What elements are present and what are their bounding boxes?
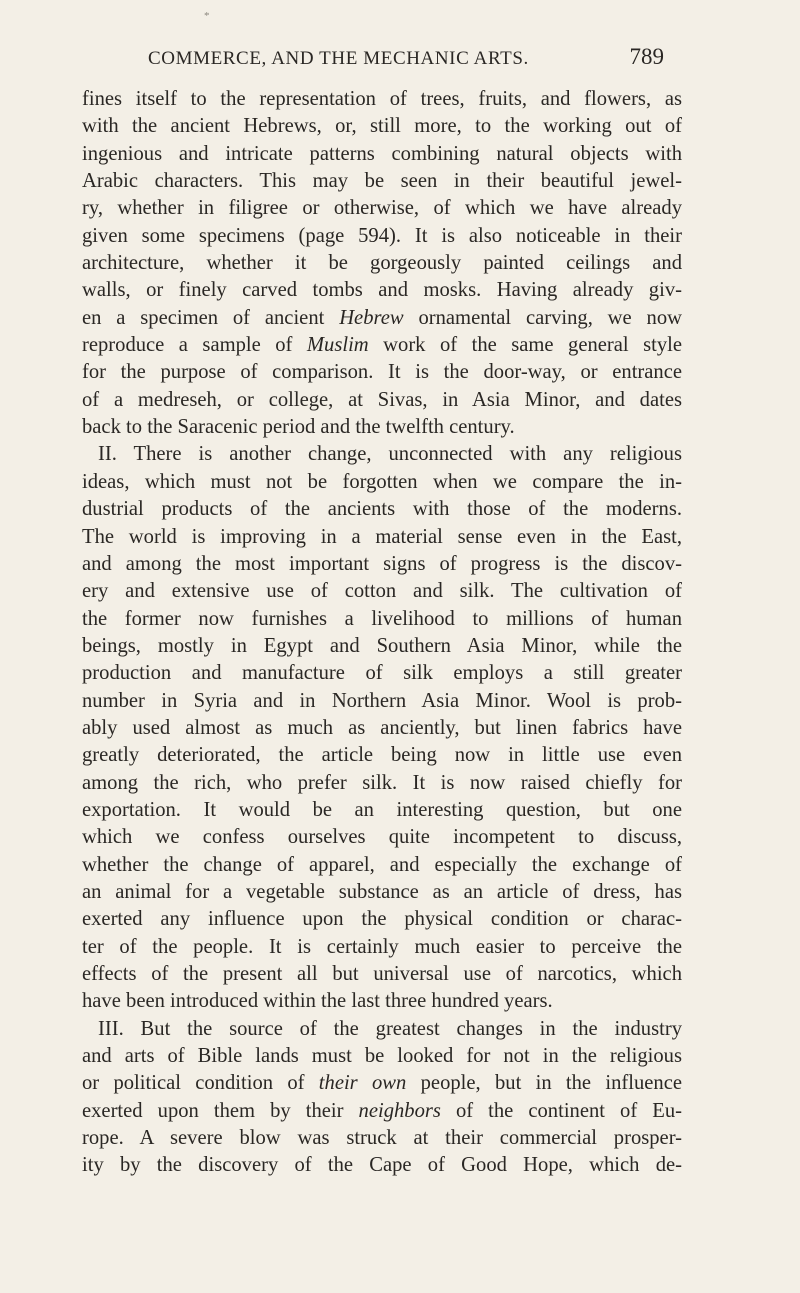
text-segment: production and manufacture of silk employs a still greater [82,662,682,685]
text-line [82,359,682,386]
text-line [82,1125,682,1152]
text-line [82,332,682,359]
text-segment: II. There is another change, unconnected with any religious [98,443,682,466]
text-line [82,524,682,551]
italic-text: their own [318,1072,407,1095]
text-line [82,715,682,742]
text-line [82,195,682,222]
text-segment: and arts of Bible lands must be looked for not in the religious [82,1045,682,1068]
text-segment: among the rich, who prefer silk. It is now raised chiefly for [82,771,682,794]
text-line [82,551,682,578]
text-line [82,305,682,332]
text-line [82,879,682,906]
text-segment: which we confess ourselves quite incompetent to discuss, [82,826,682,849]
text-line [82,277,682,304]
text-segment: ery and extensive use of cotton and silk. The cultivation of [82,580,682,603]
text-segment: people, but in the influence [406,1072,682,1095]
text-line [82,660,682,687]
text-line [82,606,682,633]
text-line [82,770,682,797]
text-segment: The world is improving in a material sense even in the East, [82,525,682,548]
text-line [82,1016,682,1043]
text-line [82,223,682,250]
italic-text: Muslim [306,334,369,357]
text-segment: given some specimens (page 594). It is also noticeable in their [82,224,682,247]
text-segment: back to the Saracenic period and the twelfth century. [82,416,515,439]
text-line [82,496,682,523]
text-segment: or political condition of [82,1072,319,1095]
text-line [82,441,682,468]
text-line [82,688,682,715]
text-segment: an animal for a vegetable substance as an article of dress, has [82,880,682,903]
body-text [82,86,682,1180]
text-segment: number in Syria and in Northern Asia Minor. Wool is prob- [82,689,682,712]
text-line [82,934,682,961]
page-mark: * [204,10,210,22]
text-segment: architecture, whether it be gorgeously painted ceilings and [82,252,682,275]
text-line [82,578,682,605]
text-segment: exerted any influence upon the physical condition or charac- [82,908,682,931]
text-line [82,852,682,879]
running-head [148,44,664,74]
text-segment: for the purpose of comparison. It is the door-way, or entrance [82,361,682,384]
text-segment: dustrial products of the ancients with those of the moderns. [82,498,682,521]
text-segment: walls, or finely carved tombs and mosks. Having already giv- [82,279,682,302]
running-head-title: COMMERCE, AND THE MECHANIC ARTS. [148,48,529,69]
text-segment: exportation. It would be an interesting question, but one [82,798,682,821]
text-line [82,906,682,933]
text-line [82,797,682,824]
text-segment: ter of the people. It is certainly much easier to perceive the [82,935,682,958]
text-segment: and among the most important signs of progress is the discov- [82,552,682,575]
text-segment: Arabic characters. This may be seen in their beautiful jewel- [82,170,682,193]
text-segment: III. But the source of the greatest changes in the industry [98,1017,682,1040]
text-segment: rope. A severe blow was struck at their commercial prosper- [82,1127,682,1150]
text-segment: ably used almost as much as anciently, but linen fabrics have [82,716,682,739]
text-segment: ornamental carving, we now [403,306,683,329]
text-line [82,250,682,277]
text-segment: the former now furnishes a livelihood to millions of human [82,607,682,630]
text-line [82,961,682,988]
text-segment: exerted upon them by their [82,1099,359,1122]
text-segment: fines itself to the representation of trees, fruits, and flowers, as [82,88,682,110]
text-segment: whether the change of apparel, and especially the exchange of [82,853,682,876]
text-line [82,988,682,1015]
text-segment: of the continent of Eu- [440,1099,682,1122]
text-segment: greatly deteriorated, the article being now in little use even [82,744,682,767]
text-segment: work of the same general style [368,334,683,357]
italic-text: Hebrew [339,306,404,329]
text-line [82,469,682,496]
text-line [82,414,682,441]
text-line [82,1098,682,1125]
text-segment: have been introduced within the last three hundred years. [82,990,553,1013]
text-line [82,1070,682,1097]
text-segment: beings, mostly in Egypt and Southern Asia Minor, while the [82,634,682,657]
text-line [82,1152,682,1179]
text-segment: with the ancient Hebrews, or, still more, to the working out of [82,115,682,138]
text-line [82,633,682,660]
page-number: 789 [629,44,664,69]
text-segment: ity by the discovery of the Cape of Good Hope, which de- [82,1154,682,1177]
text-line [82,168,682,195]
text-line [82,387,682,414]
text-segment: reproduce a sample of [82,334,307,357]
text-line [82,86,682,113]
text-segment: ingenious and intricate patterns combining natural objects with [82,142,682,165]
text-segment: effects of the present all but universal use of narcotics, which [82,963,682,985]
text-line [82,742,682,769]
text-line [82,824,682,851]
text-line [82,113,682,140]
text-line [82,1043,682,1070]
text-segment: ry, whether in filigree or otherwise, of which we have already [82,197,682,220]
text-line [82,141,682,168]
text-segment: en a specimen of ancient [82,306,340,329]
italic-text: neighbors [358,1099,441,1122]
text-segment: ideas, which must not be forgotten when we compare the in- [82,470,682,493]
text-segment: of a medreseh, or college, at Sivas, in Asia Minor, and dates [82,388,682,411]
